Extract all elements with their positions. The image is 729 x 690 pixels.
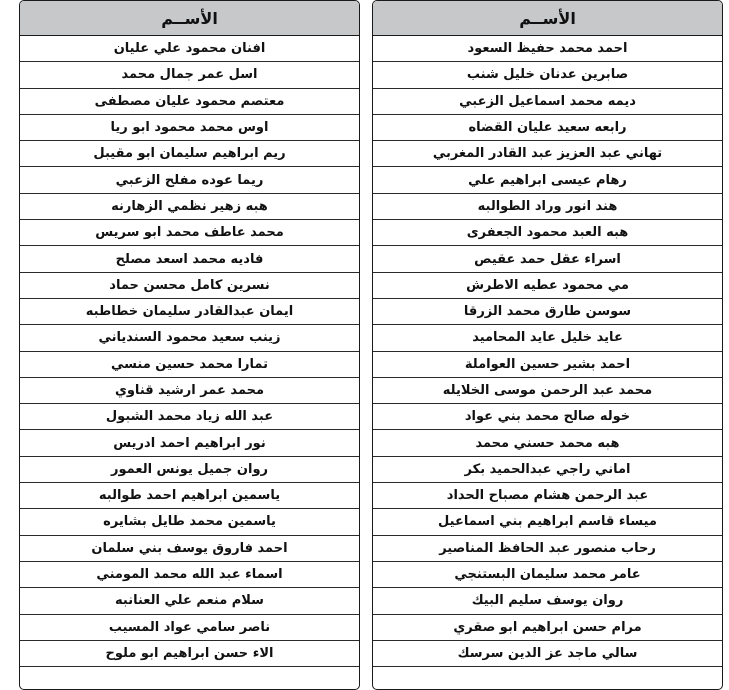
table-row: ريم ابراهيم سليمان ابو مقيبل: [20, 141, 359, 167]
table-row: محمد عمر ارشيد قناوي: [20, 378, 359, 404]
table-row: عبد الله زياد محمد الشبول: [20, 404, 359, 430]
table-row: سالي ماجد عز الدين سرسك: [373, 641, 722, 667]
table-row: فاديه محمد اسعد مصلح: [20, 246, 359, 272]
column-header: الأســم: [20, 1, 359, 36]
table-row: احمد فاروق يوسف بني سلمان: [20, 536, 359, 562]
table-row: سوسن طارق محمد الزرقا: [373, 299, 722, 325]
table-row: اسراء عقل حمد عقيص: [373, 246, 722, 272]
table-row: رهام عيسى ابراهيم علي: [373, 167, 722, 193]
table-row: تهاني عبد العزيز عبد القادر المغربي: [373, 141, 722, 167]
table-row: افنان محمود علي عليان: [20, 36, 359, 62]
names-table-right: [372, 0, 723, 690]
table-row: نسرين كامل محسن حماد: [20, 273, 359, 299]
names-table-left: [19, 0, 360, 690]
table-row: هبه محمد حسني محمد: [373, 430, 722, 456]
table-body: [373, 36, 722, 667]
table-row: اماني راجي عبدالحميد بكر: [373, 457, 722, 483]
table-row: رحاب منصور عبد الحافظ المناصير: [373, 536, 722, 562]
table-row: الاء حسن ابراهيم ابو ملوح: [20, 641, 359, 667]
table-row: معتصم محمود عليان مصطفى: [20, 89, 359, 115]
table-row: زينب سعيد محمود السندياني: [20, 325, 359, 351]
table-row: هبه العبد محمود الجعفرى: [373, 220, 722, 246]
table-row: سلام منعم علي العنانبه: [20, 588, 359, 614]
table-row: احمد محمد حفيظ السعود: [373, 36, 722, 62]
table-row: خوله صالح محمد بني عواد: [373, 404, 722, 430]
column-header: الأســم: [373, 1, 722, 36]
table-row: ديمه محمد اسماعيل الزعبي: [373, 89, 722, 115]
table-row: ياسمين ابراهيم احمد طوالبه: [20, 483, 359, 509]
table-row: ايمان عبدالقادر سليمان خطاطبه: [20, 299, 359, 325]
table-row: اسل عمر جمال محمد: [20, 62, 359, 88]
table-row: اوس محمد محمود ابو ريا: [20, 115, 359, 141]
table-row: تمارا محمد حسين منسي: [20, 352, 359, 378]
table-body: [20, 36, 359, 667]
table-row: احمد بشير حسين العواملة: [373, 352, 722, 378]
table-row: محمد عبد الرحمن موسى الخلايله: [373, 378, 722, 404]
table-row: هند انور وراد الطوالبه: [373, 194, 722, 220]
table-row: ناصر سامي عواد المسيب: [20, 615, 359, 641]
table-row: محمد عاطف محمد ابو سريس: [20, 220, 359, 246]
table-row: عبد الرحمن هشام مصباح الحداد: [373, 483, 722, 509]
table-row: روان يوسف سليم البيك: [373, 588, 722, 614]
table-row: صابرين عدنان خليل شنب: [373, 62, 722, 88]
table-row: مرام حسن ابراهيم ابو صقري: [373, 615, 722, 641]
table-row: رابعه سعيد عليان القضاه: [373, 115, 722, 141]
table-row: عايد خليل عايد المحاميد: [373, 325, 722, 351]
table-row: نور ابراهيم احمد ادريس: [20, 430, 359, 456]
table-row: مي محمود عطيه الاطرش: [373, 273, 722, 299]
table-row: روان جميل يونس العمور: [20, 457, 359, 483]
table-row: ريما عوده مفلح الزعبي: [20, 167, 359, 193]
table-row: اسماء عبد الله محمد المومني: [20, 562, 359, 588]
table-row: ميساء قاسم ابراهيم بني اسماعيل: [373, 509, 722, 535]
table-row: عامر محمد سليمان البستنجي: [373, 562, 722, 588]
table-row: هبه زهير نظمي الزهارنه: [20, 194, 359, 220]
table-row: ياسمين محمد طايل بشايره: [20, 509, 359, 535]
